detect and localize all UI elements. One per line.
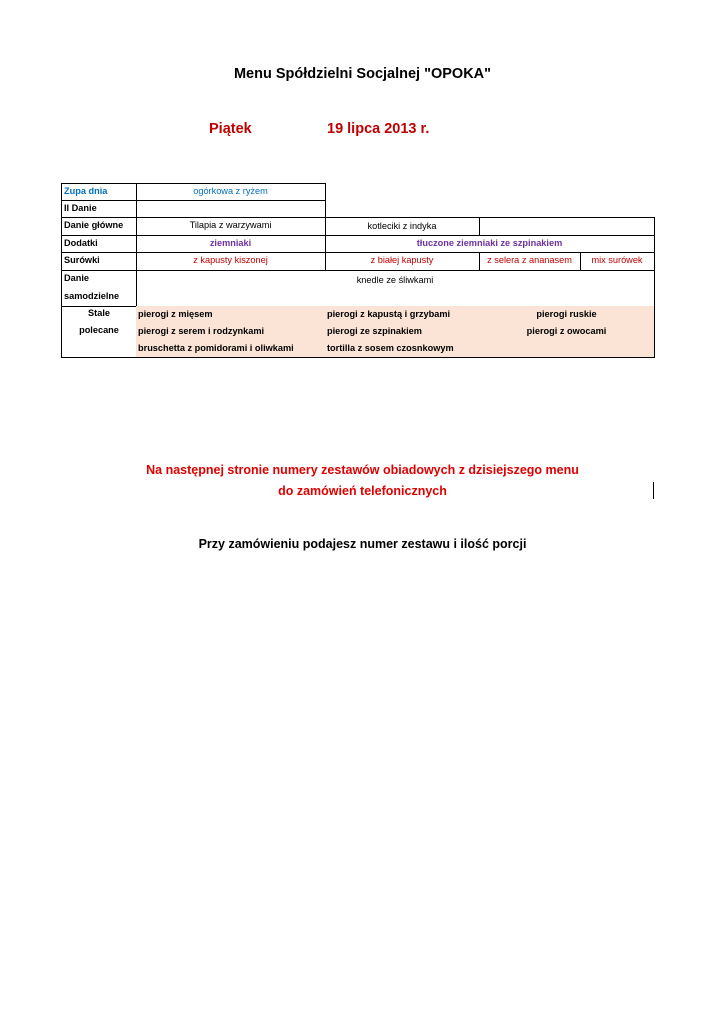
main-course-label: Danie główne (61, 217, 137, 236)
recommended-item: pierogi z kapustą i grzybami (325, 306, 480, 324)
main-course-1: Tilapia z warzywami (136, 217, 326, 236)
recommended-item: pierogi z owocami (479, 323, 655, 341)
salad-4: mix surówek (580, 252, 655, 271)
text-cursor (653, 482, 654, 499)
salad-1: z kapusty kiszonej (136, 252, 326, 271)
recommended-item: pierogi ze szpinakiem (325, 323, 480, 341)
standalone-value: knedle ze śliwkami (136, 270, 655, 307)
salad-3: z selera z ananasem (479, 252, 581, 271)
recommended-label-line1: Stale (88, 308, 110, 318)
page-title: Menu Spółdzielni Socjalnej "OPOKA" (233, 66, 492, 82)
phone-order-notice-line1: Na następnej stronie numery zestawów obiadowych z dzisiejszego menu (146, 463, 579, 477)
main-course-empty (479, 217, 655, 236)
side-2: tłuczone ziemniaki ze szpinakiem (325, 235, 655, 253)
recommended-label (61, 306, 137, 358)
standalone-label-line1: Danie (64, 273, 90, 284)
recommended-item: tortilla z sosem czosnkowym (325, 340, 480, 358)
soup-value: ogórkowa z ryżem (136, 183, 326, 201)
soup-label: Zupa dnia (61, 183, 137, 201)
phone-order-notice-line2: do zamówień telefonicznych (278, 484, 447, 498)
standalone-label-line2: samodzielne (64, 291, 120, 302)
recommended-item: pierogi z serem i rodzynkami (136, 323, 326, 341)
order-instruction: Przy zamówieniu podajesz numer zestawu i ilość porcji (198, 537, 527, 551)
day-label: Piątek (209, 121, 252, 137)
second-course-label: II Danie (61, 200, 137, 218)
salads-label: Surówki (61, 252, 137, 271)
side-1: ziemniaki (136, 235, 326, 253)
standalone-label (61, 270, 137, 307)
recommended-item: bruschetta z pomidorami i oliwkami (136, 340, 326, 358)
second-course-empty (136, 200, 326, 218)
recommended-item (479, 340, 655, 358)
sides-label: Dodatki (61, 235, 137, 253)
main-course-2: kotleciki z indyka (325, 217, 480, 236)
recommended-label-line2: polecane (79, 325, 119, 336)
recommended-item: pierogi z mięsem (136, 306, 326, 324)
recommended-item: pierogi ruskie (479, 306, 655, 324)
date-label: 19 lipca 2013 r. (327, 121, 430, 137)
salad-2: z białej kapusty (325, 252, 480, 271)
